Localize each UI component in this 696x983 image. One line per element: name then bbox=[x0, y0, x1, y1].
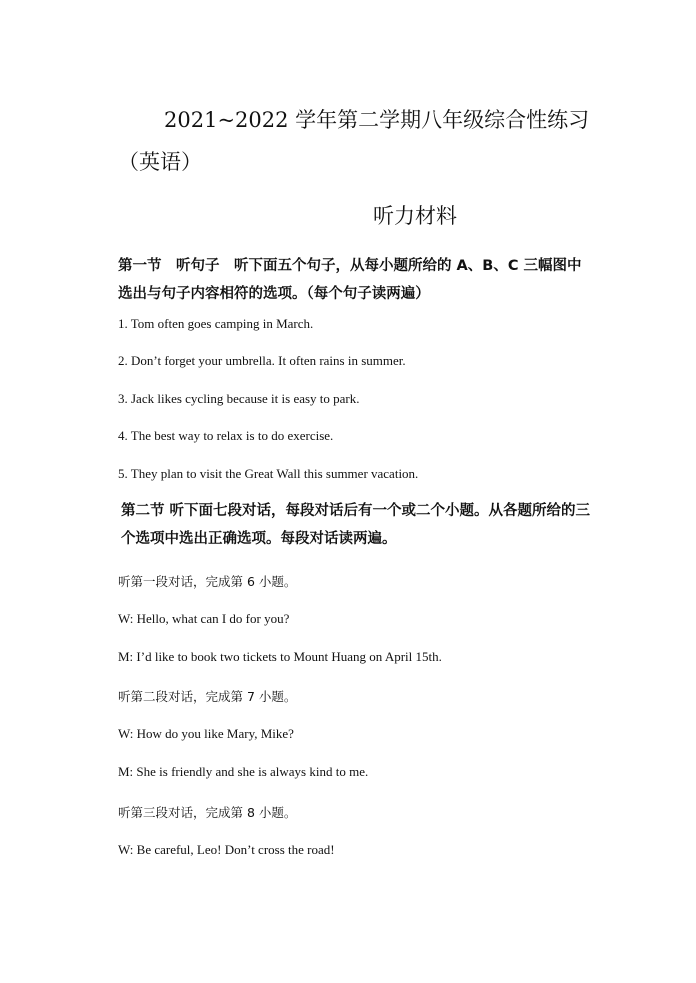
dialogue-1-line-m: M: I’d like to book two tickets to Mount Huang on April 15th. bbox=[118, 649, 442, 664]
dialogue-1-line-w: W: Hello, what can I do for you? bbox=[118, 611, 290, 626]
sentence-1: 1. Tom often goes camping in March. bbox=[118, 316, 314, 331]
dialogue-2-line-m: M: She is friendly and she is always kind to me. bbox=[118, 764, 369, 779]
dialogue-2-instruction: 听第二段对话，完成第 7 小题。 bbox=[118, 689, 297, 704]
document-title-line2: （英语） bbox=[118, 150, 202, 174]
dialogue-3-line-w: W: Be careful, Leo! Don’t cross the road! bbox=[118, 842, 335, 857]
section2-heading: 第二节 听下面七段对话，每段对话后有一个或二个小题。从各题所给的三个选项中选出正确选项。每段对话读两遍。 bbox=[121, 503, 591, 547]
dialogue-3-instruction: 听第三段对话，完成第 8 小题。 bbox=[118, 805, 297, 820]
dialogue-2-line-w: W: How do you like Mary, Mike? bbox=[118, 726, 294, 741]
document-title-line1: 2021~2022 学年第二学期八年级综合性练习 bbox=[164, 108, 590, 132]
sentence-2: 2. Don’t forget your umbrella. It often rains in summer. bbox=[118, 353, 406, 368]
sentence-5: 5. They plan to visit the Great Wall this summer vacation. bbox=[118, 466, 419, 481]
section1-heading: 第一节 听句子 听下面五个句子，从每小题所给的 A、B、C 三幅图中选出与句子内容相符的选项。（每个句子读两遍） bbox=[118, 258, 582, 302]
dialogue-1-instruction: 听第一段对话，完成第 6 小题。 bbox=[118, 574, 297, 589]
sentence-4: 4. The best way to relax is to do exercise. bbox=[118, 428, 334, 443]
sentence-3: 3. Jack likes cycling because it is easy to park. bbox=[118, 391, 360, 406]
document-subtitle: 听力材料 bbox=[373, 204, 457, 228]
